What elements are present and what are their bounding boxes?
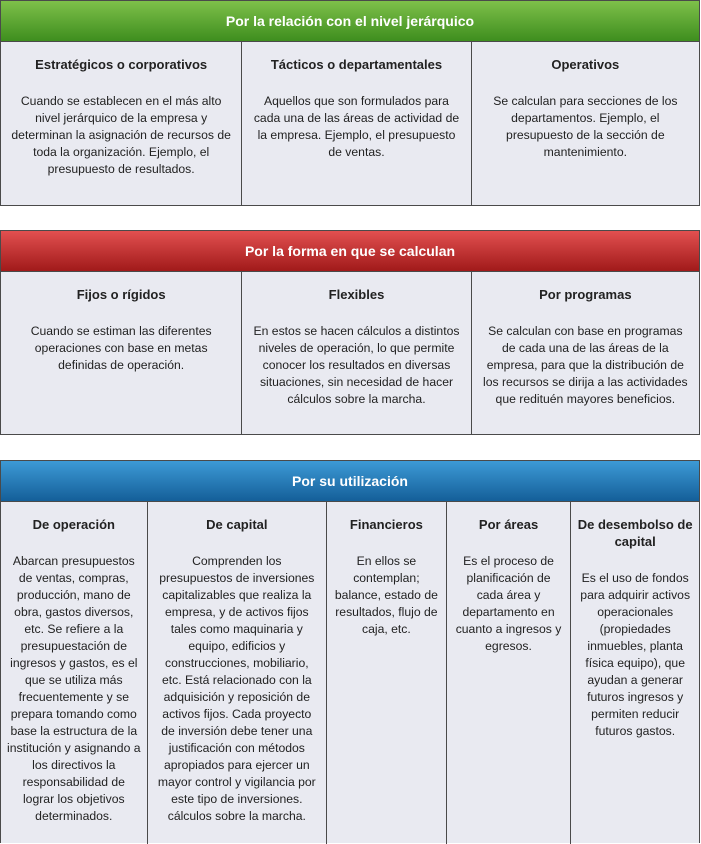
- column-heading: Operativos: [551, 57, 620, 72]
- column-estrategicos: [1, 42, 242, 206]
- column-text: Es el uso de fondos para adquirir activos operacionales (propiedades inmuebles, planta física equipo), que ayudan a generar futuros ingresos y permiten reducir futuros gastos.: [580, 571, 691, 738]
- column-text: Aquellos que son formulados para cada una de las áreas de actividad de la empresa. Ejemplo, el presupuesto de ventas.: [253, 94, 460, 159]
- column-text: En estos se hacen cálculos a distintos niveles de operación, lo que permite conocer los resultados en diversas situaciones, sin necesidad de hacer cálculos sobre la marcha.: [253, 324, 460, 406]
- column-fijos: [1, 272, 242, 435]
- column-heading: Financieros: [349, 517, 423, 532]
- section-header: Por la forma en que se calculan: [1, 231, 699, 272]
- column-text: Es el proceso de planificación de cada área y departamento en cuanto a ingresos y egresos.: [455, 554, 562, 653]
- column-heading: Tácticos o departamentales: [270, 57, 443, 72]
- column-operacion: [1, 502, 148, 844]
- column-capital: [148, 502, 327, 844]
- column-heading: Flexibles: [328, 287, 385, 302]
- column-heading: De operación: [32, 517, 115, 532]
- column-heading: Fijos o rígidos: [76, 287, 166, 302]
- column-text: Abarcan presupuestos de ventas, compras, producción, mano de obra, gastos diversos, etc. Se refiere a la presupuestación de ingresos y gastos, es el que se utiliza más frecuentemente y se prepara tomando como base la estructura de la institución y asignando a los directivos la responsabilidad de lograr los objetivos determinados.: [7, 554, 141, 823]
- column-text: Se calculan para secciones de los departamentos. Ejemplo, el presupuesto de la sección de mantenimiento.: [493, 94, 678, 159]
- column-tacticos: [242, 42, 471, 206]
- section-header: Por su utilización: [1, 461, 699, 502]
- column-financieros: [327, 502, 447, 844]
- column-heading: Estratégicos o corporativos: [35, 57, 208, 72]
- column-text: Cuando se estiman las diferentes operaciones con base en metas definidas de operación.: [30, 324, 212, 372]
- column-flexibles: [242, 272, 471, 435]
- column-areas: [447, 502, 572, 844]
- section-nivel-jerarquico: [0, 0, 700, 206]
- section-forma-calculo: [0, 230, 700, 435]
- column-text: Comprenden los presupuestos de inversiones capitalizables que realiza la empresa, y de activos fijos tales como maquinaria y equipo, edificios y construcciones, mobiliario, etc. Está relacionado con la adquisición y reposición de activos fijos. Cada proyecto de inversión debe tener una justificación con métodos apropiados para ejercer un mayor control y vigilancia por este tipo de inversiones. cálculos sobre la marcha.: [157, 554, 316, 823]
- column-heading: De desembolso de capital: [577, 517, 693, 549]
- column-text: Cuando se establecen en el más alto nivel jerárquico de la empresa y determinan la asignación de recursos de toda la organización. Ejemplo, el presupuesto de resultados.: [11, 94, 231, 176]
- column-programas: [472, 272, 699, 435]
- section-utilizacion: [0, 460, 700, 843]
- column-desembolso: [571, 502, 699, 844]
- column-text: En ellos se contemplan; balance, estado de resultados, flujo de caja, etc.: [334, 554, 438, 636]
- section-header: Por la relación con el nivel jerárquico: [1, 1, 699, 42]
- column-heading: De capital: [206, 517, 268, 532]
- column-text: Se calculan con base en programas de cada una de las áreas de la empresa, para que la distribución de los recursos se dirija a las actividades que redituén mayores beneficios.: [483, 324, 688, 406]
- column-heading: Por áreas: [478, 517, 539, 532]
- column-operativos: [472, 42, 699, 206]
- column-heading: Por programas: [539, 287, 632, 302]
